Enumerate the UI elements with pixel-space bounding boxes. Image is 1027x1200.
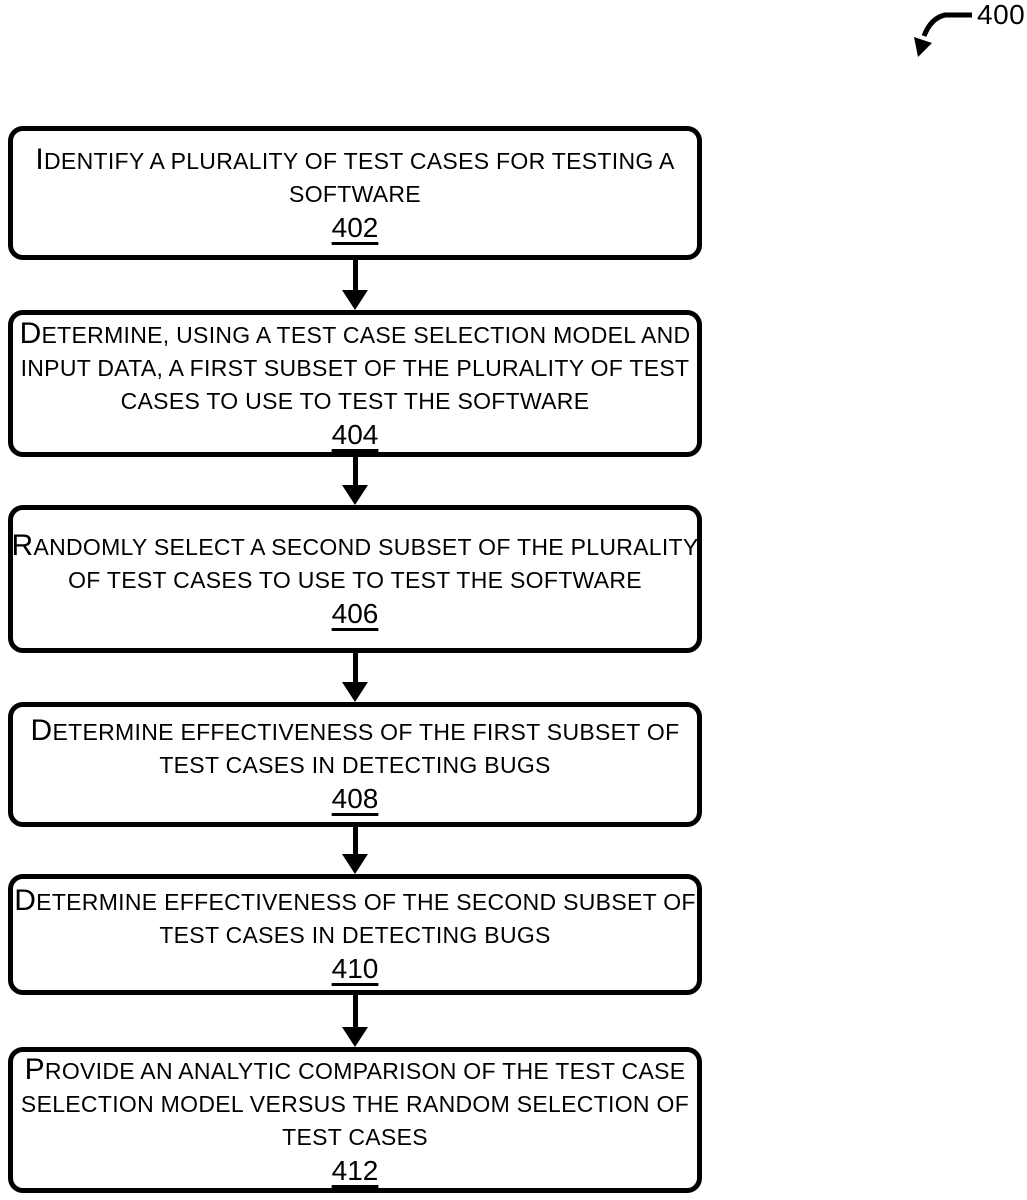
step-ref: 410 bbox=[331, 953, 379, 984]
arrow-stem bbox=[353, 827, 358, 854]
down-arrow-icon bbox=[342, 653, 368, 702]
flow-box-408 bbox=[8, 702, 702, 827]
down-arrow-icon bbox=[342, 827, 368, 874]
box-text-line: DETERMINE, USING A TEST CASE SELECTION MODEL AND bbox=[19, 316, 691, 350]
box-text-line: TEST CASES bbox=[282, 1124, 428, 1150]
down-arrow-icon bbox=[342, 457, 368, 505]
arrow-head bbox=[342, 1027, 368, 1047]
step-ref: 412 bbox=[331, 1155, 379, 1186]
step-ref: 404 bbox=[331, 418, 379, 450]
box-text-line: TEST CASES IN DETECTING BUGS bbox=[159, 752, 551, 778]
figure-ref-label: 400 bbox=[977, 0, 1026, 30]
box-text-line: OF TEST CASES TO USE TO TEST THE SOFTWARE bbox=[68, 566, 642, 593]
box-text-line: INPUT DATA, A FIRST SUBSET OF THE PLURALITY OF TEST bbox=[20, 354, 690, 381]
down-arrow-icon bbox=[342, 995, 368, 1047]
box-text-line: CASES TO USE TO TEST THE SOFTWARE bbox=[120, 387, 590, 414]
arrow-stem bbox=[353, 260, 358, 290]
step-ref: 406 bbox=[331, 597, 379, 629]
box-text-line: DETERMINE EFFECTIVENESS OF THE SECOND SUBSET OF bbox=[14, 884, 696, 917]
arrow-head bbox=[342, 682, 368, 702]
flow-box-406 bbox=[8, 505, 702, 653]
box-text-line: SELECTION MODEL VERSUS THE RANDOM SELECTION OF bbox=[20, 1091, 690, 1117]
step-ref: 402 bbox=[331, 211, 379, 243]
arrow-head bbox=[342, 290, 368, 310]
flow-box-404 bbox=[8, 310, 702, 457]
box-text-line: DETERMINE EFFECTIVENESS OF THE FIRST SUBSET OF bbox=[30, 714, 680, 747]
arrow-stem bbox=[353, 457, 358, 485]
arrow-head bbox=[342, 854, 368, 874]
box-text-line: SOFTWARE bbox=[289, 180, 421, 207]
flow-box-402 bbox=[8, 126, 702, 260]
step-ref: 408 bbox=[331, 783, 379, 814]
arrow-stem bbox=[353, 995, 358, 1027]
box-text-line: IDENTIFY A PLURALITY OF TEST CASES FOR TESTING A bbox=[35, 142, 675, 176]
box-text-line: TEST CASES IN DETECTING BUGS bbox=[159, 922, 551, 948]
box-text-line: RANDOMLY SELECT A SECOND SUBSET OF THE PLURALITY bbox=[11, 528, 699, 562]
arrow-head bbox=[342, 485, 368, 505]
figure-reference bbox=[895, 0, 1027, 80]
flow-box-410 bbox=[8, 874, 702, 995]
down-arrow-icon bbox=[342, 260, 368, 310]
arrow-stem bbox=[353, 653, 358, 682]
flow-box-412 bbox=[8, 1047, 702, 1193]
box-text-line: PROVIDE AN ANALYTIC COMPARISON OF THE TEST CASE bbox=[24, 1053, 686, 1086]
